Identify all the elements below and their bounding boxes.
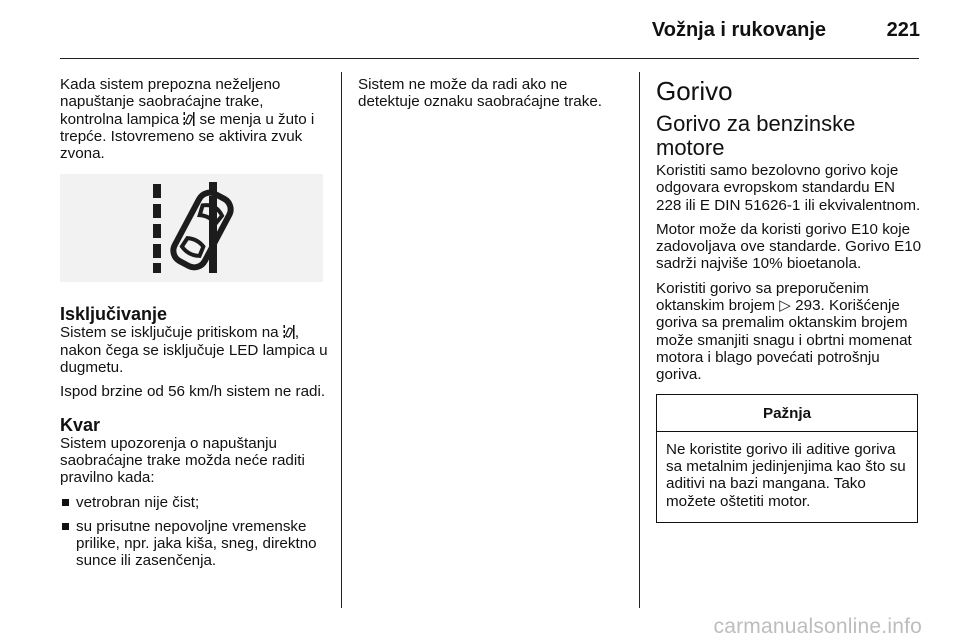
caution-notice [656,394,918,523]
lane-detection-paragraph: Sistem ne može da radi ako ne detektuje oznaku saobraćajne trake. [358,76,603,111]
lane-departure-figure [60,174,323,282]
petrol-subtitle: Gorivo za benzinske motore [656,111,856,160]
page-reference-link[interactable]: 293 [795,297,821,315]
column-1 [60,76,328,577]
notice-text: Ne koristite gorivo ili aditive goriva sa metalnim jedinjenjima kao što su aditivi na bazi mangana. Tako možete oštetiti motor. [666,440,906,510]
heading-fault: Kvar [60,414,101,435]
column-3 [656,76,922,523]
heading-deactivation: Isključivanje [60,304,168,325]
page-number: 221 [886,19,920,41]
lane-departure-icon [283,325,295,339]
list-item: vetrobran nije čist; [60,494,328,511]
intro-paragraph: Kada sistem prepozna neželjeno napuštanje saobraćajne trake, kontrolna lampica se menja u žuto i trepće. Istovremeno se aktivira zvuk zvona. [60,76,315,163]
page-reference-arrow-icon: ▷ [779,297,791,315]
column-divider-right [639,72,640,608]
e10-paragraph: Motor može da koristi gorivo E10 koje zadovoljava ove standarde. Gorivo E10 sadrži najviše 10% bioetanola. [656,220,922,273]
lane-departure-icon [183,112,195,126]
speed-paragraph: Ispod brzine od 56 km/h sistem ne radi. [60,383,326,401]
notice-title: Pažnja [657,395,917,432]
column-2 [358,76,630,118]
octane-paragraph: Koristiti gorivo sa preporučenim oktanskim brojem ▷ 293. Korišćenje goriva sa premalim oktanskim brojem može smanjiti snagu i obrtni momenat motora i blago povećati potrošnju goriva. [656,279,912,384]
column-divider-left [341,72,342,608]
deactivation-paragraph: Sistem se isključuje pritiskom na , nakon čega se isključuje LED lampica u dugmetu. [60,324,328,377]
lane-departure-icon [60,174,323,282]
page-header [0,0,960,60]
fault-list [60,494,328,570]
list-item: su prisutne nepovoljne vremenske prilike, npr. jaka kiša, sneg, direktno sunce ili zasenčenja. [60,518,328,570]
fault-paragraph: Sistem upozorenja o napuštanju saobraćajne trake možda neće raditi pravilno kada: [60,434,305,487]
section-title: Vožnja i rukovanje [651,19,826,41]
watermark: carmanualsonline.info [713,615,922,638]
header-rule [60,58,919,59]
fuel-standard-paragraph: Koristiti samo bezolovno gorivo koje odgovara evropskom standardu EN 228 ili E DIN 51626-1 ili ekvivalentnom. [656,162,921,214]
fuel-title: Gorivo [656,76,733,106]
